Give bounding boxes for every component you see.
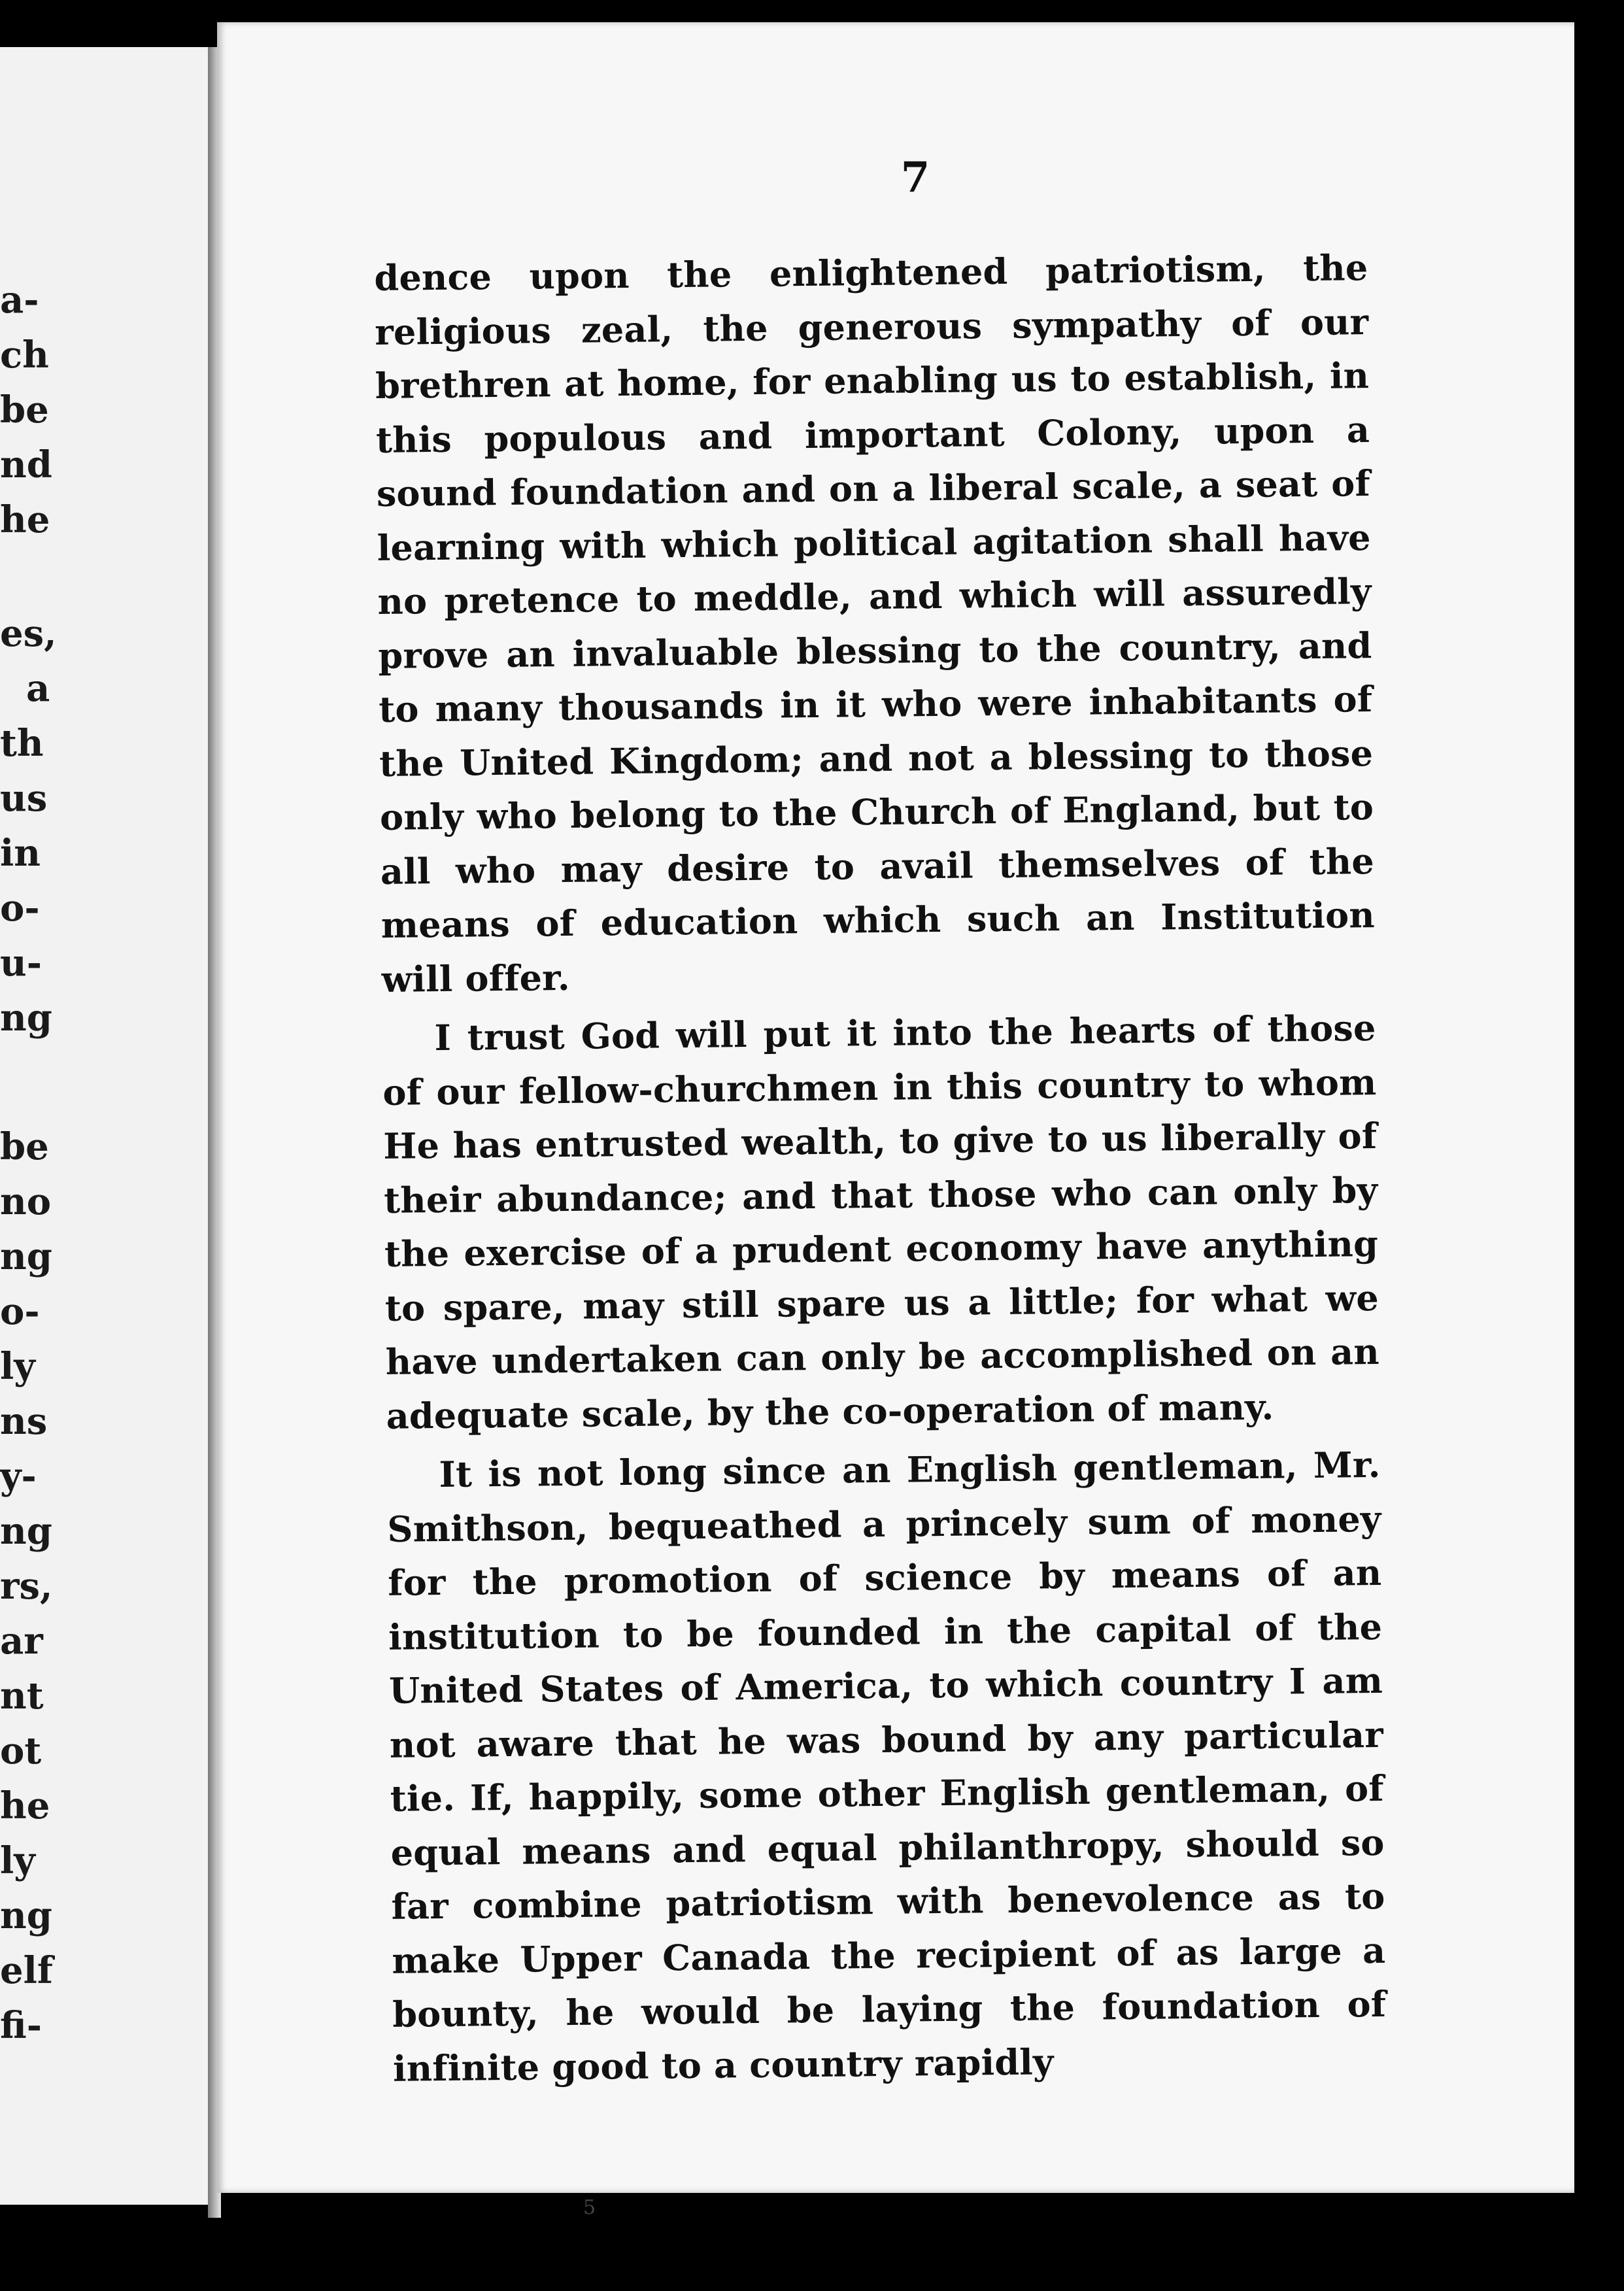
previous-page-fragment: o-: [0, 887, 40, 930]
previous-page-edge: [0, 47, 210, 2205]
previous-page-fragment: ot: [0, 1729, 42, 1773]
paragraph: I trust God will put it into the hearts of those of our fellow-churchmen in this country to whom He has entrusted wealth, to give to us liberally of their abundance; and that those who can only by the exercise of a prudent economy have anything to spare, may still spare us a little; for what we have undertaken can only be accomplished on an adequate scale, by the co-operation of many.: [382, 1007, 1380, 1437]
page-number: 7: [900, 153, 930, 202]
previous-page-fragment: o-: [0, 1290, 40, 1333]
previous-page-fragment: us: [0, 777, 48, 820]
previous-page-fragment: ly: [0, 1345, 35, 1388]
previous-page-fragment: y-: [0, 1455, 37, 1498]
paragraph: dence upon the enlightened patriotism, the religious zeal, the generous sympathy of our brethren at home, for enabling us to establish, in this populous and important Colony, upon a sound foundation and on a liberal scale, a seat of learning with which political agitation shall have no pretence to meddle, and which will assuredly prove an invaluable blessing to the country, and to many thousands in it who were inhabitants of the United Kingdom; and not a blessing to those only who belong to the Church of England, but to all who may desire to avail themselves of the means of education which such an Institution will offer.: [374, 246, 1376, 1000]
previous-page-fragment: rs,: [0, 1565, 53, 1608]
bottom-mark: 5: [583, 2196, 596, 2219]
previous-page-fragment: a: [26, 667, 50, 710]
previous-page-fragment: ar: [0, 1620, 43, 1663]
previous-page-fragment: fi-: [0, 2004, 42, 2047]
previous-page-fragment: nd: [0, 443, 52, 486]
previous-page-fragment: he: [0, 1784, 50, 1827]
previous-page-fragment: he: [0, 498, 50, 541]
page-body: [374, 241, 1387, 2096]
book-page: [217, 22, 1574, 2219]
previous-page-fragment: es,: [0, 612, 57, 655]
paragraph: It is not long since an English gentleman, Mr. Smithson, bequeathed a princely sum of money for the promotion of science by means of an institution to be founded in the capital of the United States of America, to which country I am not aware that he was bound by any particular tie. If, happily, some other English gentleman, of equal means and equal philanthropy, should so far combine patriotism with benevolence as to make Upper Canada the recipient of as large a bounty, he would be laying the foundation of infinite good to a country rapidly: [387, 1443, 1387, 2090]
previous-page-fragment: in: [0, 832, 41, 875]
previous-page-fragment: ch: [0, 333, 49, 377]
previous-page-fragment: ng: [0, 1894, 52, 1937]
previous-page-fragment: ng: [0, 996, 52, 1040]
previous-page-fragment: be: [0, 388, 49, 432]
previous-page-fragment: th: [0, 722, 44, 765]
previous-page-fragment: ng: [0, 1510, 52, 1553]
previous-page-fragment: no: [0, 1180, 52, 1223]
previous-page-fragment: ly: [0, 1839, 35, 1882]
previous-page-fragment: u-: [0, 942, 42, 985]
previous-page-fragment: elf: [0, 1949, 53, 1992]
previous-page-fragment: a-: [0, 279, 39, 322]
previous-page-fragment: be: [0, 1125, 49, 1168]
previous-page-fragment: ns: [0, 1400, 48, 1443]
previous-page-fragment: ng: [0, 1235, 52, 1278]
previous-page-fragment: nt: [0, 1674, 44, 1718]
